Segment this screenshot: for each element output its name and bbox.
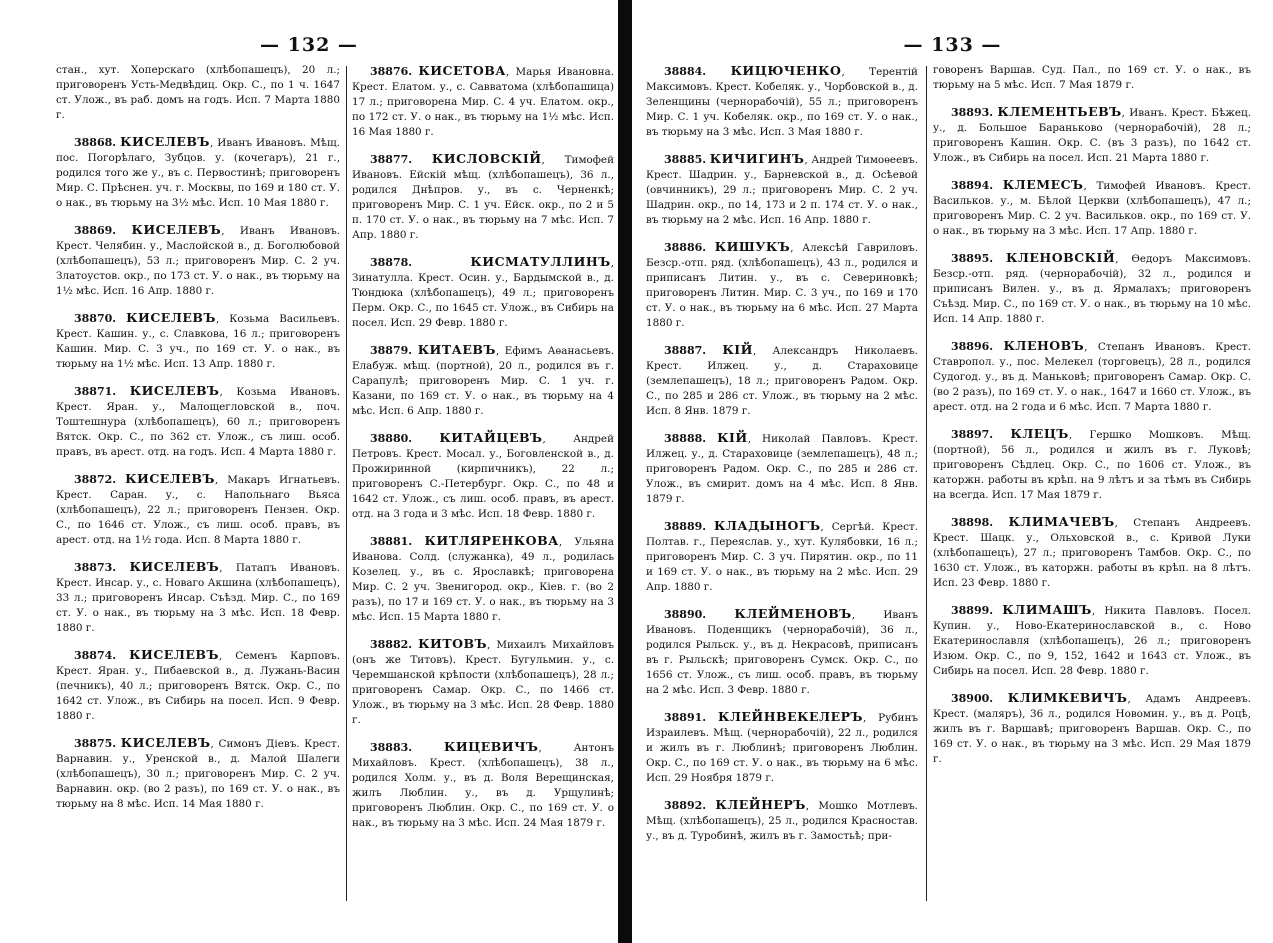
record-entry <box>933 690 1251 767</box>
record-number: 38878. <box>370 256 413 269</box>
record-entry <box>56 222 340 299</box>
record-entry <box>56 735 340 812</box>
record-surname: КЛИМКЕВИЧЪ <box>1007 690 1128 705</box>
record-entry <box>56 559 340 636</box>
record-surname: КЛЕЙМЕНОВЪ <box>734 606 852 621</box>
record-entry <box>646 518 918 595</box>
record-surname: КИСМАТУЛЛИНЪ <box>470 254 611 269</box>
record-number: 38884. <box>664 65 707 78</box>
record-entry <box>646 709 918 786</box>
record-number: 38889. <box>664 520 707 533</box>
record-number: 38892. <box>664 799 707 812</box>
record-number: 38897. <box>951 428 994 441</box>
record-number: 38886. <box>664 241 707 254</box>
record-text: стан., хут. Хоперскаго (хлѣбопашецъ), 20 л.; приговоренъ Усть-Медвѣдиц. Окр. С., по 1 ч. 1647 ст. Улож., въ раб. домъ на годъ. Исп. 7 Марта 1880 г. <box>56 64 340 121</box>
record-text: говоренъ Варшав. Суд. Пал., по 169 ст. У. о нак., въ тюрьму на 5 мѣс. Исп. 7 Мая 1879 г. <box>933 64 1251 91</box>
record-text: , Иванъ Ивановъ. Крест. Челябин. у., Маслойской в., д. Боголюбовой (хлѣбопашецъ), 53 л.; приговоренъ Мир. С. 2 уч. Златоустов. окр., по 173 ст. У. о нак., въ тюрьму на 1½ мѣс. Исп. 16 Апр. 1880 г. <box>56 225 340 297</box>
record-text: , Тимофей Ивановъ. Крест. Васильков. у., м. Бѣлой Церкви (хлѣбопашецъ), 47 л.; приговоренъ Мир. С. 2 уч. Васильков. окр., по 169 ст. У. о нак., въ тюрьму на 3 мѣс. Исп. 17 Апр. 1880 г. <box>933 180 1251 237</box>
record-text: , Андрей Тимоѳеевъ. Крест. Шадрин. у., Барневской в., д. Осѣевой (овчинникъ), 29 л.; приговоренъ Мир. С. 2 уч. Шадрин. окр., по 14, 173 и 2 п. 174 ст. У. о нак., въ тюрьму на 2 мѣс. Исп. 16 Апр. 1880 г. <box>646 154 918 226</box>
record-text: , Ульяна Иванова. Солд. (служанка), 49 л., родилась Козелец. у., въ с. Ярославкѣ; приговорена Мир. С. 2 уч. Звенигород. окр., Кіев. г. (во 2 разъ), по 17 и 169 ст. У. о нак., въ тюрьму на 3 мѣс. Исп. 15 Марта 1880 г. <box>352 536 614 623</box>
record-text: , Патапъ Ивановъ. Крест. Инсар. у., с. Новаго Акшина (хлѣбопашецъ), 33 л.; приговоренъ Инсар. Съѣзд. Мир. С., по 169 ст. У. о нак., въ тюрьму на 3 мѣс. Исп. 18 Февр. 1880 г. <box>56 562 340 634</box>
record-number: 38885. <box>664 153 707 166</box>
record-surname: КИСЕЛЕВЪ <box>126 310 216 325</box>
record-entry <box>646 797 918 844</box>
record-number: 38894. <box>951 179 994 192</box>
record-entry <box>646 239 918 331</box>
record-surname: КИТАЙЦЕВЪ <box>439 430 543 445</box>
record-text: , Андрей Петровъ. Крест. Мосал. у., Боговленской в., д. Прожиринной (кирпичникъ), 22 л.; приговоренъ С.-Петербург. Окр. С., по 48 и 1642 ст. Улож., съ лиш. особ. правъ, въ арест. отд. на 3 года и 3 мѣс. Исп. 18 Февр. 1880 г. <box>352 433 614 520</box>
record-entry <box>933 426 1251 503</box>
record-surname: КЛЕМЕСЪ <box>1002 177 1084 192</box>
record-text: , Тимофей Ивановъ. Ейскій мѣщ. (хлѣбопашецъ), 36 л., родился Днѣпров. у., въ с. Черненкѣ; приговоренъ Мир. С. 1 уч. Ейск. окр., по 2 и 5 п. 170 ст. У. о нак., въ тюрьму на 7 мѣс. Исп. 7 Апр. 1880 г. <box>352 154 614 241</box>
column-divider <box>346 66 347 901</box>
record-text: , Рубинъ Израилевъ. Мѣщ. (чернорабочій), 22 л., родился и жилъ въ г. Люблинѣ; приговоренъ Люблин. Окр. С., по 169 ст. У. о нак., въ тюрьму на 6 мѣс. Исп. 29 Ноября 1879 г. <box>646 712 918 784</box>
page-number: — 132 — <box>260 34 358 56</box>
record-surname: КЛЕМЕНТЬЕВЪ <box>997 104 1122 119</box>
record-entry <box>56 383 340 460</box>
record-text: , Александръ Николаевъ. Крест. Илжец. у., д. Стараховице (землепашецъ), 18 л.; приговоренъ Радом. Окр. С., по 285 и 286 ст. Улож., въ тюрьму на 2 мѣс. Исп. 8 Янв. 1879 г. <box>646 345 918 417</box>
record-surname: КЛИМАШЪ <box>1002 602 1092 617</box>
record-text: , Николай Павловъ. Крест. Илжец. у., д. Стараховице (землепашецъ), 48 л.; приговоренъ Радом. Окр. С., по 285 и 286 ст. Улож., въ смирит. домъ на 4 мѣс. Исп. 8 Янв. 1879 г. <box>646 433 918 505</box>
record-entry <box>352 636 614 728</box>
record-number: 38877. <box>370 153 413 166</box>
record-entry <box>56 471 340 548</box>
record-surname: КЛЕЦЪ <box>1010 426 1069 441</box>
record-text: , Иванъ Ивановъ. Поденщикъ (чернорабочій), 36 л., родился Рыльск. у., въ д. Некрасовѣ, приписанъ въ г. Рыльскѣ; приговоренъ Сумск. Окр. С., по 1656 ст. Улож., съ лиш. особ. правъ, въ тюрьму на 2 мѣс. Исп. 3 Февр. 1880 г. <box>646 609 918 696</box>
record-entry <box>646 430 918 507</box>
record-entry <box>933 602 1251 679</box>
record-surname: КЛАДЫНОГЪ <box>714 518 821 533</box>
book-gutter <box>618 0 632 943</box>
record-number: 38890. <box>664 608 707 621</box>
record-surname: КЛЕНОВСКІЙ <box>1005 250 1116 265</box>
record-number: 38874. <box>74 649 117 662</box>
record-surname: КИШУКЪ <box>714 239 791 254</box>
record-number: 38899. <box>951 604 994 617</box>
record-entry <box>56 134 340 211</box>
column-2 <box>933 63 1251 937</box>
record-text: , Терентій Максимовъ. Крест. Кобеляк. у., Чорбовской в., д. Зеленщины (чернорабочій), 55 л.; приговоренъ Мир. С. 1 уч. Кобеляк. окр., по 169 ст. У. о нак., въ тюрьму на 3 мѣс. Исп. 3 Мая 1880 г. <box>646 66 918 138</box>
record-surname: КИСЕЛЕВЪ <box>125 471 215 486</box>
record-surname: КИТЛЯРЕНКОВА <box>424 533 559 548</box>
record-text: , Макаръ Игнатьевъ. Крест. Саран. у., с. Напольнаго Вьяса (хлѣбопашецъ), 22 л.; приговоренъ Пензен. Окр. С., по 1646 ст. Улож., съ лиш. особ. правъ, въ арест. отд. на 1½ года. Исп. 8 Марта 1880 г. <box>56 474 340 546</box>
record-entry <box>352 430 614 522</box>
record-surname: КЛЕЙНВЕКЕЛЕРЪ <box>717 709 863 724</box>
record-text: , Алексѣй Гавриловъ. Безср.-отп. ряд. (хлѣбопашецъ), 43 л., родился и приписанъ Литин. у., въ с. Севериновкѣ; приговоренъ Литин. Мир. С. 3 уч., по 169 и 170 ст. У. о нак., въ тюрьму на 6 мѣс. Исп. 27 Марта 1880 г. <box>646 242 918 329</box>
record-text: , Семенъ Карповъ. Крест. Яран. у., Пибаевской в., д. Лужань-Васин (печникъ), 40 л.; приговоренъ Вятск. Окр. С., по 1642 ст. Улож., въ Сибирь на посел. Исп. 9 Февр. 1880 г. <box>56 650 340 722</box>
record-text: , Степанъ Ивановъ. Крест. Ставропол. у., пос. Мелекел (торговецъ), 28 л., родился Судогод. у., въ д. Маньковѣ; приговоренъ Самар. Окр. С. (во 2 разъ), по 169 ст. У. о нак., 1647 и 1660 ст. Улож., въ арест. отд. на 2 года и 6 мѣс. Исп. 7 Марта 1880 г. <box>933 341 1251 413</box>
record-surname: КИСЕЛЕВЪ <box>131 222 222 237</box>
record-entry <box>933 104 1251 166</box>
record-number: 38873. <box>74 561 117 574</box>
record-surname: КИСЕЛЕВЪ <box>129 559 220 574</box>
record-entry <box>56 647 340 724</box>
record-entry <box>352 254 614 331</box>
record-surname: КИТАЕВЪ <box>417 342 496 357</box>
right-page <box>632 0 1273 943</box>
record-entry <box>56 310 340 372</box>
record-text: , Марья Ивановна. Крест. Елатом. у., с. Савватома (хлѣбопашица) 17 л.; приговорена Мир. С. 4 уч. Елатом. окр., по 172 ст. У. о нак., въ тюрьму на 1½ мѣс. Исп. 16 Мая 1880 г. <box>352 66 614 138</box>
record-number: 38868. <box>74 136 117 149</box>
record-continuation <box>933 63 1251 93</box>
record-text: , Ефимъ Аѳанасьевъ. Елабуж. мѣщ. (портной), 20 л., родился въ г. Сарапулѣ; приговоренъ Мир. С. 1 уч. г. Казани, по 169 ст. У. о нак., въ тюрьму на 4 мѣс. Исп. 6 Апр. 1880 г. <box>352 345 614 417</box>
record-entry <box>352 739 614 831</box>
record-text: , Никита Павловъ. Посел. Купин. у., Ново-Екатеринославской в., с. Ново Екатеринославля (хлѣбопашецъ), 26 л.; приговоренъ Изюм. Окр. С., по 9, 152, 1642 и 1643 ст. Улож., въ Сибирь на посел. Исп. 28 Февр. 1880 г. <box>933 605 1251 677</box>
record-text: , Адамъ Андреевъ. Крест. (маляръ), 36 л., родился Новомин. у., въ д. Роцѣ, жилъ въ г. Варшавѣ; приговоренъ Варшав. Окр. С., по 169 ст. У. о нак., въ тюрьму на 3 мѣс. Исп. 29 Мая 1879 г. <box>933 693 1251 765</box>
record-number: 38880. <box>370 432 413 445</box>
record-text: , Степанъ Андреевъ. Крест. Шацк. у., Ольховской в., с. Кривой Луки (хлѣбопашецъ), 27 л.; приговоренъ Тамбов. Окр. С., по 1630 ст. Улож., въ каторжн. работы въ крѣп. на 8 лѣтъ. Исп. 23 Февр. 1880 г. <box>933 517 1251 589</box>
record-number: 38887. <box>664 344 707 357</box>
record-surname: КИЦЮЧЕНКО <box>730 63 842 78</box>
column-2 <box>352 63 614 937</box>
record-surname: КИСЕЛЕВЪ <box>129 383 220 398</box>
record-number: 38891. <box>664 711 707 724</box>
record-entry <box>352 342 614 419</box>
record-entry <box>933 177 1251 239</box>
record-text: , Козьма Васильевъ. Крест. Кашин. у., с. Славкова, 16 л.; приговоренъ Кашин. Мир. С. 3 уч., по 169 ст. У. о нак., въ тюрьму на 1½ мѣс. Исп. 13 Апр. 1880 г. <box>56 313 340 370</box>
record-text: , Мошко Мотлевъ. Мѣщ. (хлѣбопашецъ), 25 л., родился Красностав. у., въ д. Туробинѣ, жилъ въ г. Замостьѣ; при- <box>646 800 918 842</box>
record-surname: КИСЕТОВА <box>418 63 506 78</box>
column-1 <box>56 63 340 937</box>
record-surname: КИСЕЛЕВЪ <box>120 735 211 750</box>
record-text: , Антонъ Михайловъ. Крест. (хлѣбопашецъ), 38 л., родился Холм. у., въ д. Воля Верещинская, жилъ Люблин. у., въ д. Урщулинѣ; приговоренъ Люблин. Окр. С., по 169 ст. У. о нак., въ тюрьму на 3 мѣс. Исп. 24 Мая 1879 г. <box>352 742 614 829</box>
record-text: , Михаилъ Михайловъ (онъ же Титовъ). Крест. Бугульмин. у., с. Черемшанской крѣпости (хлѣбопашецъ), 28 л.; приговоренъ Самар. Окр. С., по 1466 ст. Улож., въ тюрьму на 3 мѣс. Исп. 28 Февр. 1880 г. <box>352 639 614 726</box>
record-number: 38900. <box>951 692 994 705</box>
record-number: 38883. <box>370 741 413 754</box>
record-entry <box>646 606 918 698</box>
record-entry <box>933 338 1251 415</box>
record-text: , Сергѣй. Крест. Полтав. г., Переяслав. у., хут. Кулябовки, 16 л.; приговоренъ Мир. С. 3 уч. Пирятин. окр., по 11 и 169 ст. У. о нак., въ тюрьму на 2 мѣс. Исп. 29 Апр. 1880 г. <box>646 521 918 593</box>
record-number: 38881. <box>370 535 413 548</box>
record-number: 38871. <box>74 385 117 398</box>
record-text: , Гершко Мошковъ. Мѣщ. (портной), 56 л., родился и жилъ въ г. Луковѣ; приговоренъ Сѣдлец. Окр. С., по 1606 ст. Улож., въ каторжн. работы въ крѣп. на 9 лѣтъ и за тѣмъ въ Сибирь на всегда. Исп. 17 Мая 1879 г. <box>933 429 1251 501</box>
record-text: , Симонъ Діевъ. Крест. Варнавин. у., Уренской в., д. Малой Шалеги (хлѣбопашецъ), 30 л.; приговоренъ Мир. С. 2 уч. Варнавин. окр. (во 2 разъ), по 169 ст. У. о нак., въ тюрьму на 8 мѣс. Исп. 14 Мая 1880 г. <box>56 738 340 810</box>
record-surname: КИЦЕВИЧЪ <box>443 739 539 754</box>
record-entry <box>352 151 614 243</box>
record-number: 38895. <box>951 252 994 265</box>
record-surname: КИСЕЛЕВЪ <box>129 647 219 662</box>
record-surname: КИСЛОВСКІЙ <box>431 151 542 166</box>
record-entry <box>646 151 918 228</box>
record-number: 38869. <box>74 224 117 237</box>
record-number: 38896. <box>951 340 994 353</box>
record-entry <box>933 514 1251 591</box>
record-entry <box>646 63 918 140</box>
record-number: 38872. <box>74 473 117 486</box>
column-1 <box>646 63 918 937</box>
record-number: 38875. <box>74 737 117 750</box>
record-surname: КЛЕЙНЕРЪ <box>715 797 806 812</box>
record-surname: КИЧИГИНЪ <box>709 151 805 166</box>
record-surname: КІЙ <box>722 342 753 357</box>
record-number: 38898. <box>951 516 994 529</box>
record-surname: КИТОВЪ <box>418 636 488 651</box>
record-surname: КЛИМАЧЕВЪ <box>1008 514 1115 529</box>
record-number: 38882. <box>370 638 413 651</box>
record-number: 38888. <box>664 432 707 445</box>
record-surname: КІЙ <box>717 430 748 445</box>
record-continuation <box>56 63 340 123</box>
record-number: 38876. <box>370 65 413 78</box>
left-page <box>0 0 618 943</box>
record-entry <box>933 250 1251 327</box>
record-number: 38879. <box>370 344 413 357</box>
record-text: , Зинатулла. Крест. Осин. у., Бардымской в., д. Тюндюка (хлѣбопашецъ), 49 л.; приговоренъ Перм. Окр. С., по 1645 ст. Улож., въ Сибирь на посел. Исп. 29 Февр. 1880 г. <box>352 257 614 329</box>
record-surname: КЛЕНОВЪ <box>1003 338 1085 353</box>
column-divider <box>926 66 927 901</box>
page-number: — 133 — <box>903 34 1002 56</box>
record-text: , Иванъ Ивановъ. Мѣщ. пос. Погорѣлаго, Зубцов. у. (кочегаръ), 21 г., родился того же у., въ с. Первостинѣ; приговоренъ Мир. С. Прѣснен. уч. г. Москвы, по 169 и 180 ст. У. о нак., въ тюрьму на 3½ мѣс. Исп. 10 Мая 1880 г. <box>56 137 340 209</box>
record-text: , Иванъ. Крест. Бѣжец. у., д. Большое Бараньково (чернорабочій), 28 л.; приговоренъ Кашин. Окр. С. (въ 3 разъ), по 1642 ст. Улож., въ Сибирь на посел. Исп. 21 Марта 1880 г. <box>933 107 1251 164</box>
record-entry <box>646 342 918 419</box>
record-number: 38870. <box>74 312 117 325</box>
record-number: 38893. <box>951 106 994 119</box>
record-entry <box>352 533 614 625</box>
record-surname: КИСЕЛЕВЪ <box>120 134 210 149</box>
record-entry <box>352 63 614 140</box>
record-text: , Козьма Ивановъ. Крест. Яран. у., Малощегловской в., поч. Тоштешнура (хлѣбопашецъ), 60 л.; приговоренъ Вятск. Окр. С., по 362 ст. Улож., съ лиш. особ. правъ, въ арест. отд. на годъ. Исп. 4 Марта 1880 г. <box>56 386 340 458</box>
record-text: , Ѳедоръ Максимовъ. Безср.-отп. ряд. (чернорабочій), 32 л., родился и приписанъ Вилен. у., въ д. Ярмалахъ; приговоренъ Съѣзд. Мир. С., по 169 ст. У. о нак., въ тюрьму на 10 мѣс. Исп. 14 Апр. 1880 г. <box>933 253 1251 325</box>
